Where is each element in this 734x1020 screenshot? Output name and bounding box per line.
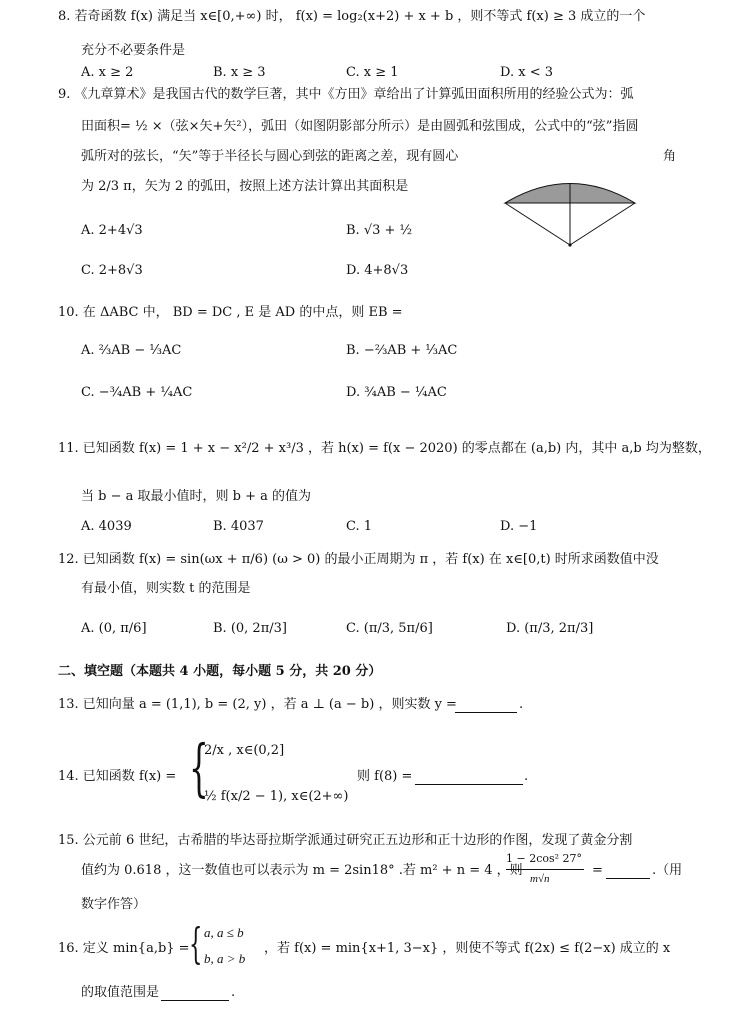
q12-option-c: C. (π/3, 5π/6] — [346, 621, 433, 636]
q15-frac-den: m√n — [530, 873, 550, 885]
q8-option-c: C. x ≥ 1 — [346, 65, 399, 80]
q12-option-a: A. (0, π/6] — [81, 621, 147, 636]
q11-option-a: A. 4039 — [81, 519, 132, 534]
q16-prefix: 16. 定义 min{a,b} = — [58, 941, 190, 956]
q13-answer-blank[interactable] — [455, 698, 517, 713]
q16-line2: 的取值范围是 — [81, 985, 160, 1000]
q9-line3a: 弧所对的弦长，“矢”等于半径长与圆心到弦的距离之差，现有圆心 — [81, 149, 459, 164]
q8-option-d: D. x < 3 — [500, 65, 553, 80]
q14-case2: ½ f(x/2 − 1), x∈(2+∞) — [204, 789, 349, 804]
radius-right — [570, 203, 635, 245]
q8-option-a: A. x ≥ 2 — [81, 65, 134, 80]
q8-line1: 8. 若奇函数 f(x) 满足当 x∈[0,+∞) 时， f(x) = log₂(x+2) + x + b ，则不等式 f(x) ≥ 3 成立的一个 — [58, 9, 646, 24]
q11-option-d: D. −1 — [500, 519, 538, 534]
q13-end: . — [519, 697, 524, 712]
q16-rest: ，若 f(x) = min{x+1, 3−x} ，则使不等式 f(2x) ≤ f(2−x) 成立的 x — [264, 941, 671, 956]
q16-case1: a, a ≤ b — [204, 925, 244, 940]
q12-line2: 有最小值，则实数 t 的范围是 — [81, 581, 251, 596]
radius-left — [505, 203, 570, 245]
q11-line1: 11. 已知函数 f(x) = 1 + x − x²/2 + x³/3 ，若 h(x) = f(x − 2020) 的零点都在 (a,b) 内，其中 a,b 均为整数， — [58, 441, 711, 456]
q16-case2: b, a > b — [204, 951, 246, 966]
q12-line1: 12. 已知函数 f(x) = sin(ωx + π/6) (ω > 0) 的最小正周期为 π ，若 f(x) 在 x∈[0,t) 时所求函数值中没 — [58, 552, 659, 567]
q15-frac-num: 1 − 2cos² 27° — [506, 852, 583, 865]
q15-line3: 数字作答） — [81, 897, 147, 912]
q15-answer-blank[interactable] — [606, 864, 650, 879]
q10-line1: 10. 在 ΔABC 中， BD = DC , E 是 AD 的中点，则 EB = — [58, 305, 403, 320]
circle-center-point — [568, 243, 571, 246]
q9-line2: 田面积= ½ ×（弦×矢+矢²），弧田（如图阴影部分所示）是由圆弧和弦围成，公式中的“弦”指圆 — [81, 119, 639, 134]
q10-option-c: C. −¾AB + ¼AC — [81, 385, 193, 400]
q15-frac-line — [506, 869, 584, 870]
q15-equals: = — [592, 863, 603, 878]
q12-option-d: D. (π/3, 2π/3] — [506, 621, 594, 636]
q10-option-b: B. −⅔AB + ⅓AC — [346, 343, 458, 358]
q13-text: 13. 已知向量 a = (1,1), b = (2, y) ，若 a ⊥ (a − b) ，则实数 y = — [58, 697, 457, 712]
q8-option-b: B. x ≥ 3 — [213, 65, 266, 80]
q14-case1: 2/x , x∈(0,2] — [204, 743, 285, 758]
q14-brace: { — [189, 731, 209, 804]
q11-line2: 当 b − a 取最小值时，则 b + a 的值为 — [81, 489, 311, 504]
q16-answer-blank[interactable] — [161, 986, 229, 1001]
q11-option-c: C. 1 — [346, 519, 373, 534]
q9-line4: 为 2/3 π，矢为 2 的弧田，按照上述方法计算出其面积是 — [81, 179, 409, 194]
q9-option-d: D. 4+8√3 — [346, 263, 409, 278]
q15-line1: 15. 公元前 6 世纪，古希腊的毕达哥拉斯学派通过研究正五边形和正十边形的作图，发现了黄金分割 — [58, 833, 633, 848]
q14-suffix: 则 f(8) = — [357, 769, 413, 784]
q8-line2: 充分不必要条件是 — [81, 43, 186, 58]
q10-option-d: D. ¾AB − ¼AC — [346, 385, 447, 400]
q14-end: . — [524, 769, 529, 784]
q9-option-c: C. 2+8√3 — [81, 263, 143, 278]
q9-line1: 9. 《九章算术》是我国古代的数学巨著，其中《方田》章给出了计算弧田面积所用的经验公式为：弧 — [58, 87, 634, 102]
q12-option-b: B. (0, 2π/3] — [213, 621, 287, 636]
q9-line3b: 角 — [663, 149, 677, 164]
q16-brace: { — [189, 919, 203, 968]
arc-field-figure — [500, 176, 640, 248]
q15-line2c: .（用 — [652, 863, 683, 878]
q11-option-b: B. 4037 — [213, 519, 264, 534]
q9-option-b: B. √3 + ½ — [346, 223, 413, 238]
section-2-heading: 二、填空题（本题共 4 小题，每小题 5 分，共 20 分） — [58, 664, 382, 679]
q15-line2a: 值约为 0.618 ，这一数值也可以表示为 m = 2sin18° .若 m² + n = 4 ，则 — [81, 863, 523, 878]
q10-option-a: A. ⅔AB − ⅓AC — [81, 343, 182, 358]
q14-answer-blank[interactable] — [415, 770, 523, 785]
q9-option-a: A. 2+4√3 — [81, 223, 143, 238]
q14-prefix: 14. 已知函数 f(x) = — [58, 769, 177, 784]
q16-end: . — [231, 985, 236, 1000]
